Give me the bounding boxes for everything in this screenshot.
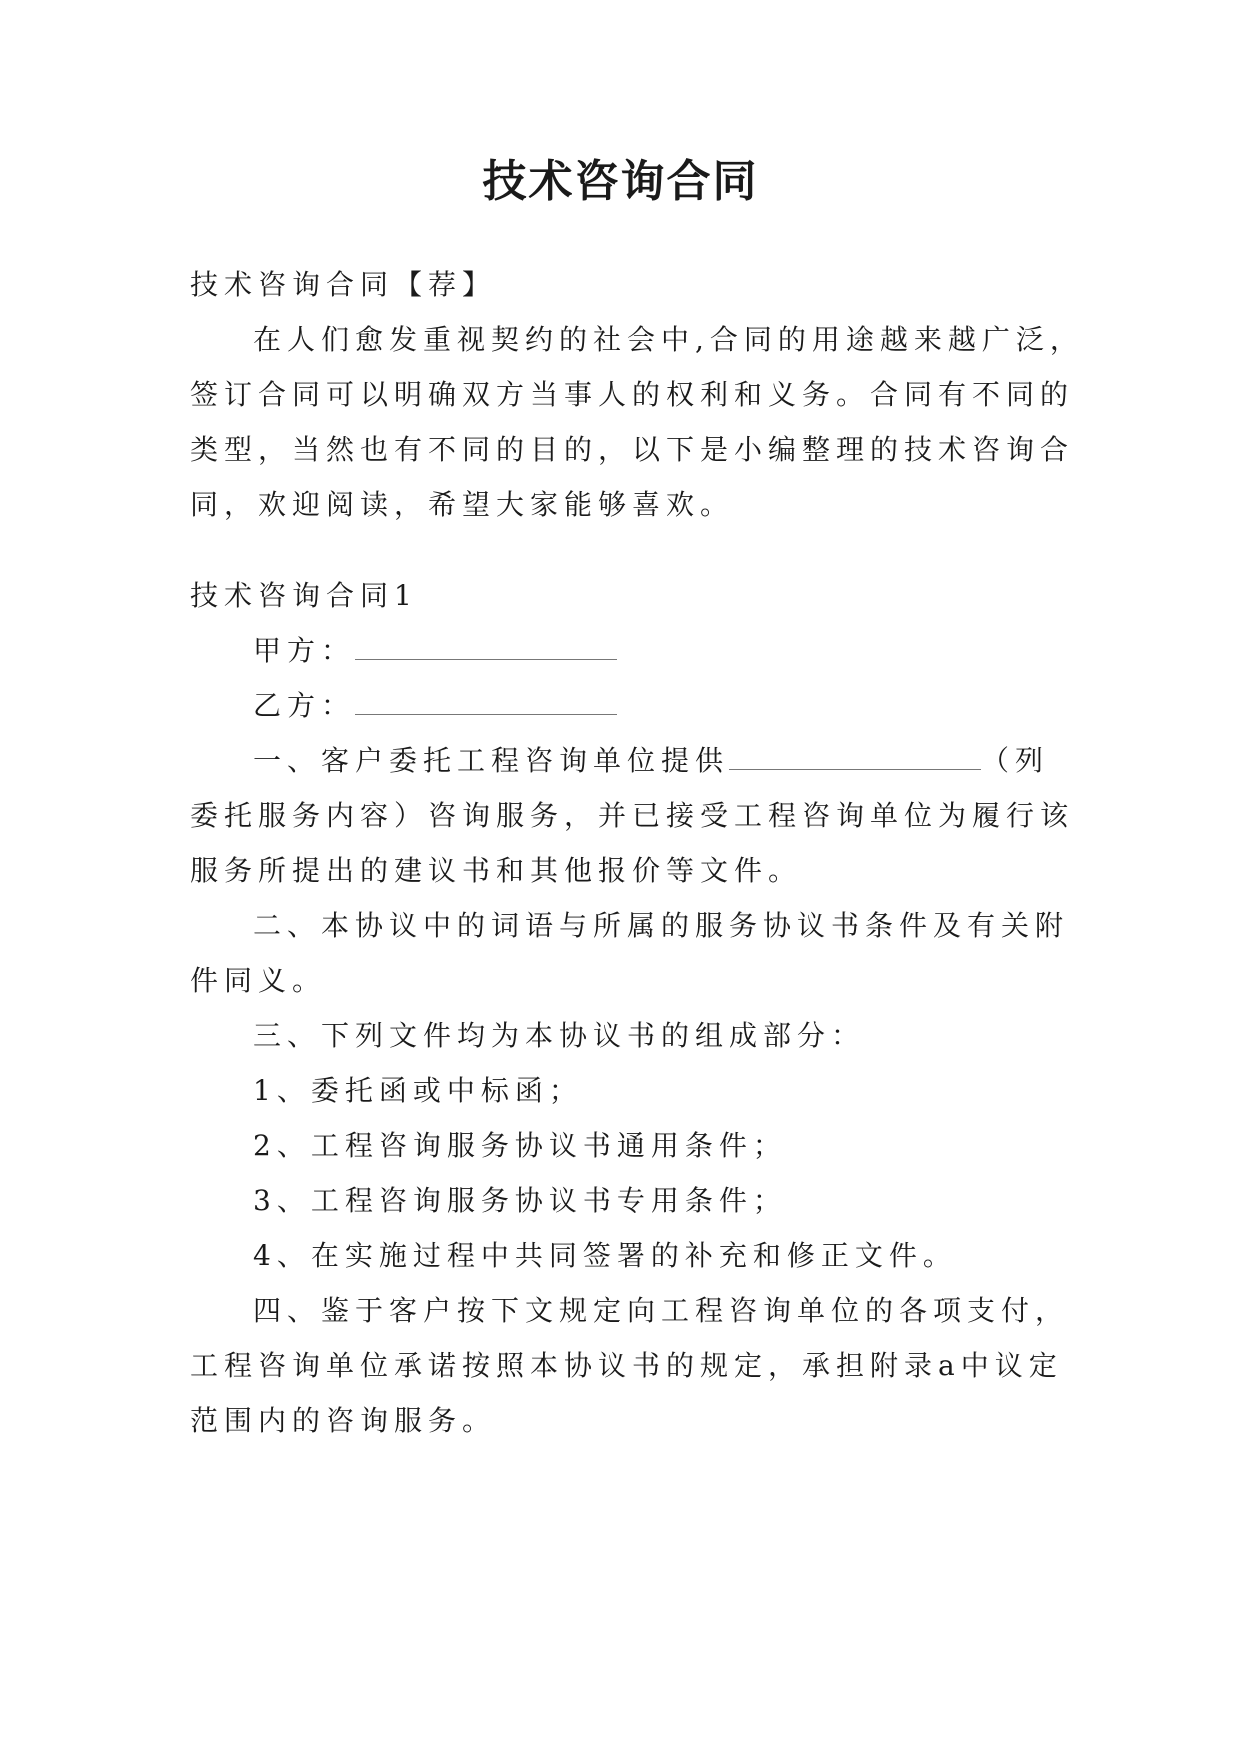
list-item: 1、委托函或中标函； <box>253 1074 583 1107</box>
intro-line-2: 签订合同可以明确双方当事人的权利和义务。合同有不同的 <box>190 378 1075 411</box>
intro-line-3: 类型，当然也有不同的目的，以下是小编整理的技术咨询合 <box>190 433 1075 466</box>
list-item: 3、工程咨询服务协议书专用条件； <box>253 1184 787 1217</box>
clause-1-prefix: 一、客户委托工程咨询单位提供 <box>253 744 730 777</box>
clause-1-line-2: 委托服务内容）咨询服务，并已接受工程咨询单位为履行该 <box>190 799 1075 832</box>
clause-1-line-3: 服务所提出的建议书和其他报价等文件。 <box>190 854 803 887</box>
clause-2-line-2: 件同义。 <box>190 964 327 997</box>
clause-1-suffix: （列 <box>981 744 1050 777</box>
party-a-blank <box>355 633 617 660</box>
party-b-blank <box>355 688 617 715</box>
clause-4-line-3: 范围内的咨询服务。 <box>190 1404 497 1437</box>
clause-4-line-1: 四、鉴于客户按下文规定向工程咨询单位的各项支付， <box>253 1294 1070 1327</box>
section-title: 技术咨询合同1 <box>190 579 418 612</box>
party-a-row <box>253 631 1133 671</box>
clause-2-line-1: 二、本协议中的词语与所属的服务协议书条件及有关附 <box>253 909 1070 942</box>
party-b-label: 乙方： <box>253 689 356 722</box>
list-item: 4、在实施过程中共同签署的补充和修正文件。 <box>253 1239 957 1272</box>
document-title: 技术咨询合同 <box>482 156 759 207</box>
intro-line-4: 同，欢迎阅读，希望大家能够喜欢。 <box>190 488 735 521</box>
party-b-row <box>253 686 1133 726</box>
clause-4-line-2: 工程咨询单位承诺按照本协议书的规定，承担附录a中议定 <box>190 1349 1063 1382</box>
party-a-label: 甲方： <box>253 634 356 667</box>
intro-line-1: 在人们愈发重视契约的社会中,合同的用途越来越广泛， <box>253 323 1084 356</box>
document-subtitle: 技术咨询合同【荐】 <box>190 268 497 301</box>
clause-1-line-1 <box>253 741 1133 781</box>
service-content-blank <box>729 743 981 770</box>
clause-3: 三、下列文件均为本协议书的组成部分： <box>253 1019 866 1052</box>
list-item: 2、工程咨询服务协议书通用条件； <box>253 1129 787 1162</box>
